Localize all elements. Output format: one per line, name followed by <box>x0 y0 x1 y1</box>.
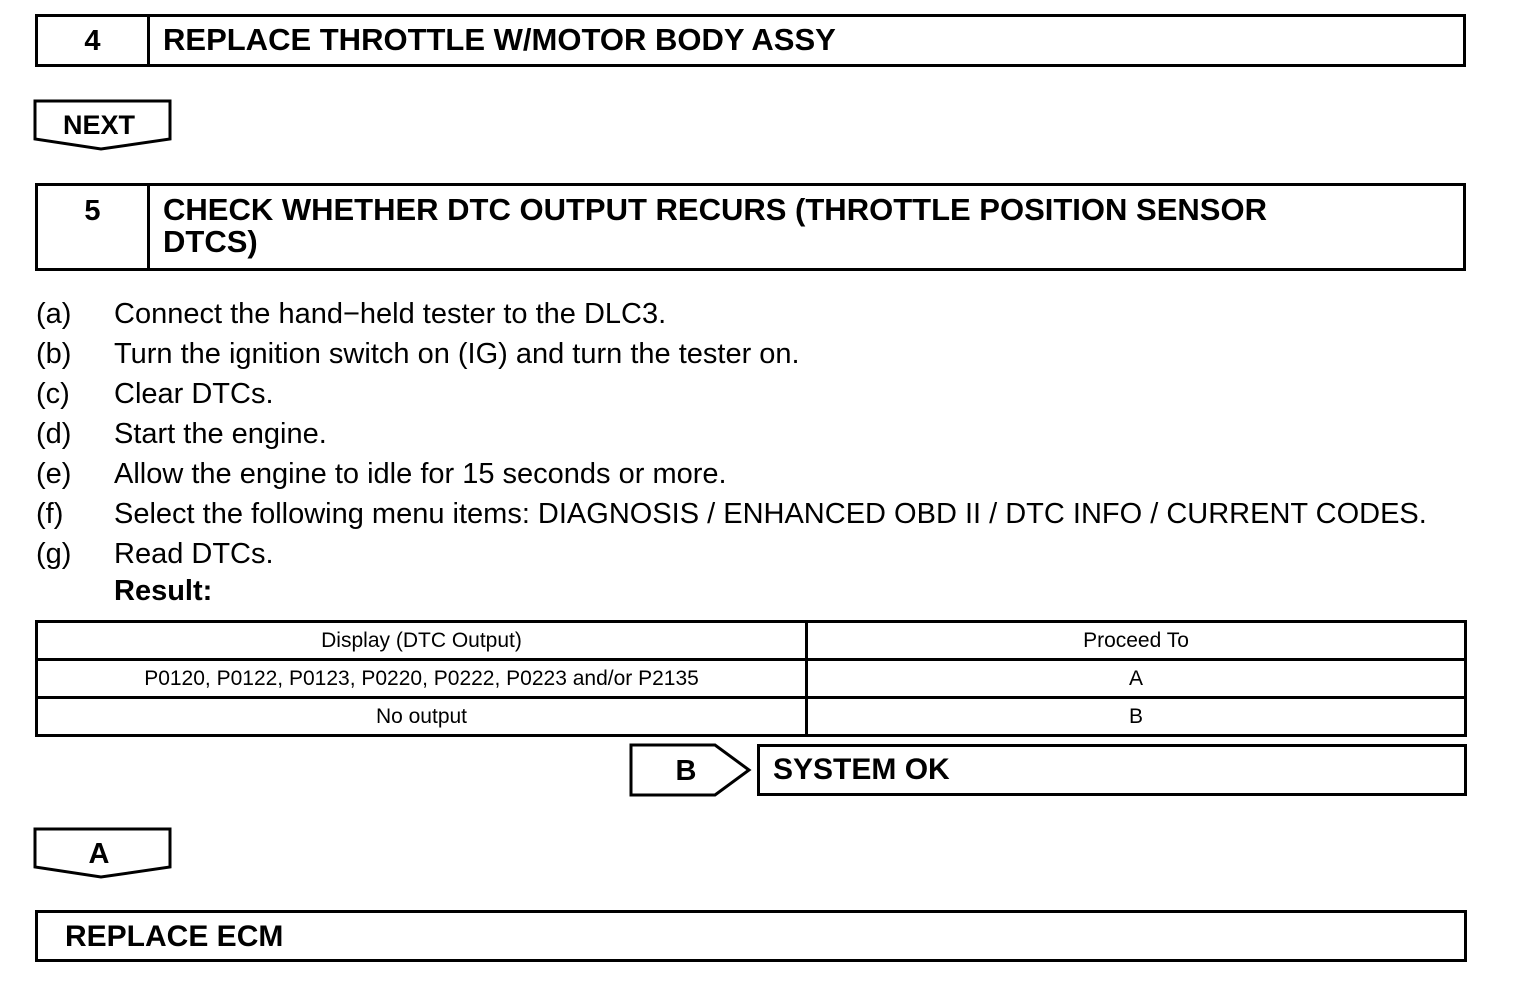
table-row <box>37 698 1466 736</box>
instruction-label: (d) <box>36 418 72 450</box>
table-row <box>37 660 1466 698</box>
table-cell: A <box>807 660 1466 698</box>
branch-b-label: B <box>675 755 697 787</box>
instruction-label: (c) <box>36 378 70 410</box>
branch-a-label: A <box>88 838 110 870</box>
instruction-item <box>36 456 1476 496</box>
instruction-label: (b) <box>36 338 72 370</box>
instruction-text: Select the following menu items: DIAGNOSIS / ENHANCED OBD II / DTC INFO / CURRENT CODES. <box>114 498 1427 530</box>
instruction-label: (e) <box>36 458 72 490</box>
table-cell: No output <box>37 698 807 736</box>
instruction-item <box>36 416 1476 456</box>
step-4-header <box>35 14 1466 67</box>
instruction-text: Turn the ignition switch on (IG) and turn the tester on. <box>114 338 800 370</box>
table-header: Proceed To <box>807 622 1466 660</box>
instruction-item <box>36 376 1476 416</box>
next-arrow <box>33 99 173 155</box>
step-title-line-1: CHECK WHETHER DTC OUTPUT RECURS (THROTTLE POSITION SENSOR <box>163 192 1267 227</box>
instruction-list <box>36 296 1476 576</box>
replace-ecm-box: REPLACE ECM <box>35 910 1467 962</box>
instruction-text: Connect the hand−held tester to the DLC3. <box>114 298 667 330</box>
table-cell: P0120, P0122, P0123, P0220, P0222, P0223 and/or P2135 <box>37 660 807 698</box>
instruction-label: (g) <box>36 538 72 570</box>
table-header-row <box>37 622 1466 660</box>
branch-a-arrow <box>33 827 173 883</box>
instruction-label: (a) <box>36 298 72 330</box>
instruction-text: Start the engine. <box>114 418 327 450</box>
step-title <box>150 186 1463 268</box>
instruction-text: Allow the engine to idle for 15 seconds or more. <box>114 458 727 490</box>
instruction-item <box>36 296 1476 336</box>
instruction-label: (f) <box>36 498 64 530</box>
step-title: REPLACE THROTTLE W/MOTOR BODY ASSY <box>163 22 836 57</box>
instruction-item <box>36 496 1476 536</box>
table-cell: B <box>807 698 1466 736</box>
result-table <box>35 620 1467 737</box>
next-label: NEXT <box>62 110 136 140</box>
instruction-text: Clear DTCs. <box>114 378 274 410</box>
result-label: Result: <box>114 575 213 607</box>
step-number: 4 <box>38 17 150 64</box>
step-5-header <box>35 183 1466 271</box>
branch-b-arrow <box>629 743 754 799</box>
system-ok-box: SYSTEM OK <box>757 744 1467 796</box>
table-header: Display (DTC Output) <box>37 622 807 660</box>
instruction-text: Read DTCs. <box>114 538 274 570</box>
step-number: 5 <box>38 186 150 268</box>
instruction-item <box>36 336 1476 376</box>
step-title-line-2: DTCS) <box>163 224 258 259</box>
instruction-item <box>36 536 1476 576</box>
